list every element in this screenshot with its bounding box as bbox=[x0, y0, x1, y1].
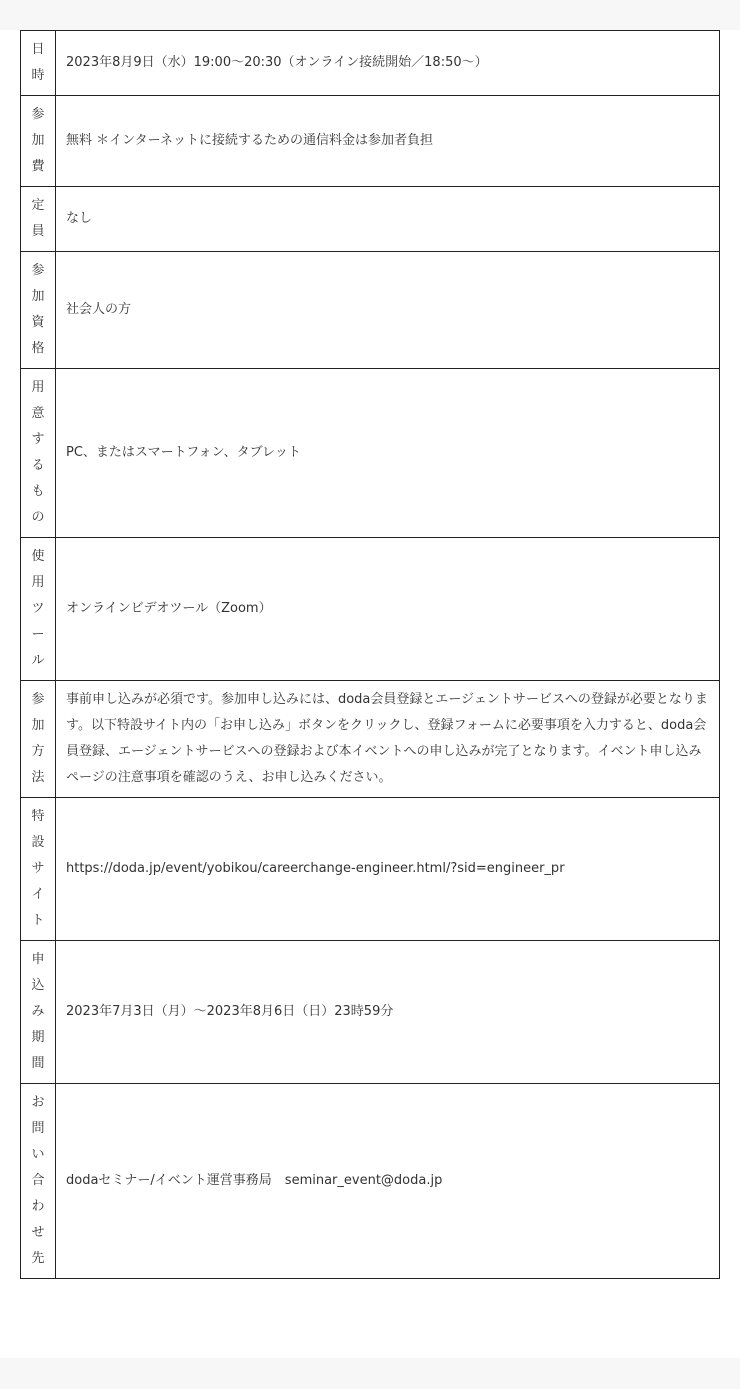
row-value: PC、またはスマートフォン、タブレット bbox=[56, 369, 720, 538]
row-label: 用意するもの bbox=[21, 369, 56, 538]
row-label: 参加方法 bbox=[21, 681, 56, 798]
row-label: お問い合わせ先 bbox=[21, 1084, 56, 1279]
row-value: 2023年8月9日（水）19:00〜20:30（オンライン接続開始／18:50〜） bbox=[56, 31, 720, 96]
row-label: 使用ツール bbox=[21, 538, 56, 681]
row-label: 日時 bbox=[21, 31, 56, 96]
row-how-to-join bbox=[21, 681, 720, 798]
row-website bbox=[21, 798, 720, 941]
row-value: 2023年7月3日（月）〜2023年8月6日（日）23時59分 bbox=[56, 941, 720, 1084]
row-value: 社会人の方 bbox=[56, 252, 720, 369]
row-application-period bbox=[21, 941, 720, 1084]
row-fee bbox=[21, 96, 720, 187]
row-value: dodaセミナー/イベント運営事務局 seminar_event@doda.jp bbox=[56, 1084, 720, 1279]
row-value: なし bbox=[56, 187, 720, 252]
row-value: 無料 ＊インターネットに接続するための通信料金は参加者負担 bbox=[56, 96, 720, 187]
page bbox=[0, 30, 740, 1358]
row-label: 特設サイト bbox=[21, 798, 56, 941]
row-value: オンラインビデオツール（Zoom） bbox=[56, 538, 720, 681]
row-datetime bbox=[21, 31, 720, 96]
row-value: https://doda.jp/event/yobikou/careerchange-engineer.html/?sid=engineer_pr bbox=[56, 798, 720, 941]
row-label: 参加資格 bbox=[21, 252, 56, 369]
row-contact bbox=[21, 1084, 720, 1279]
row-eligibility bbox=[21, 252, 720, 369]
row-tool bbox=[21, 538, 720, 681]
row-label: 定員 bbox=[21, 187, 56, 252]
row-capacity bbox=[21, 187, 720, 252]
row-requirements bbox=[21, 369, 720, 538]
row-label: 申込み期間 bbox=[21, 941, 56, 1084]
row-label: 参加費 bbox=[21, 96, 56, 187]
row-value: 事前申し込みが必須です。参加申し込みには、doda会員登録とエージェントサービスへの登録が必要となります。以下特設サイト内の「お申し込み」ボタンをクリックし、登録フォームに必要事項を入力すると、doda会員登録、エージェントサービスへの登録および本イベントへの申し込みが完了となります。イベント申し込みページの注意事項を確認のうえ、お申し込みください。 bbox=[56, 681, 720, 798]
event-info-table bbox=[20, 30, 720, 1279]
